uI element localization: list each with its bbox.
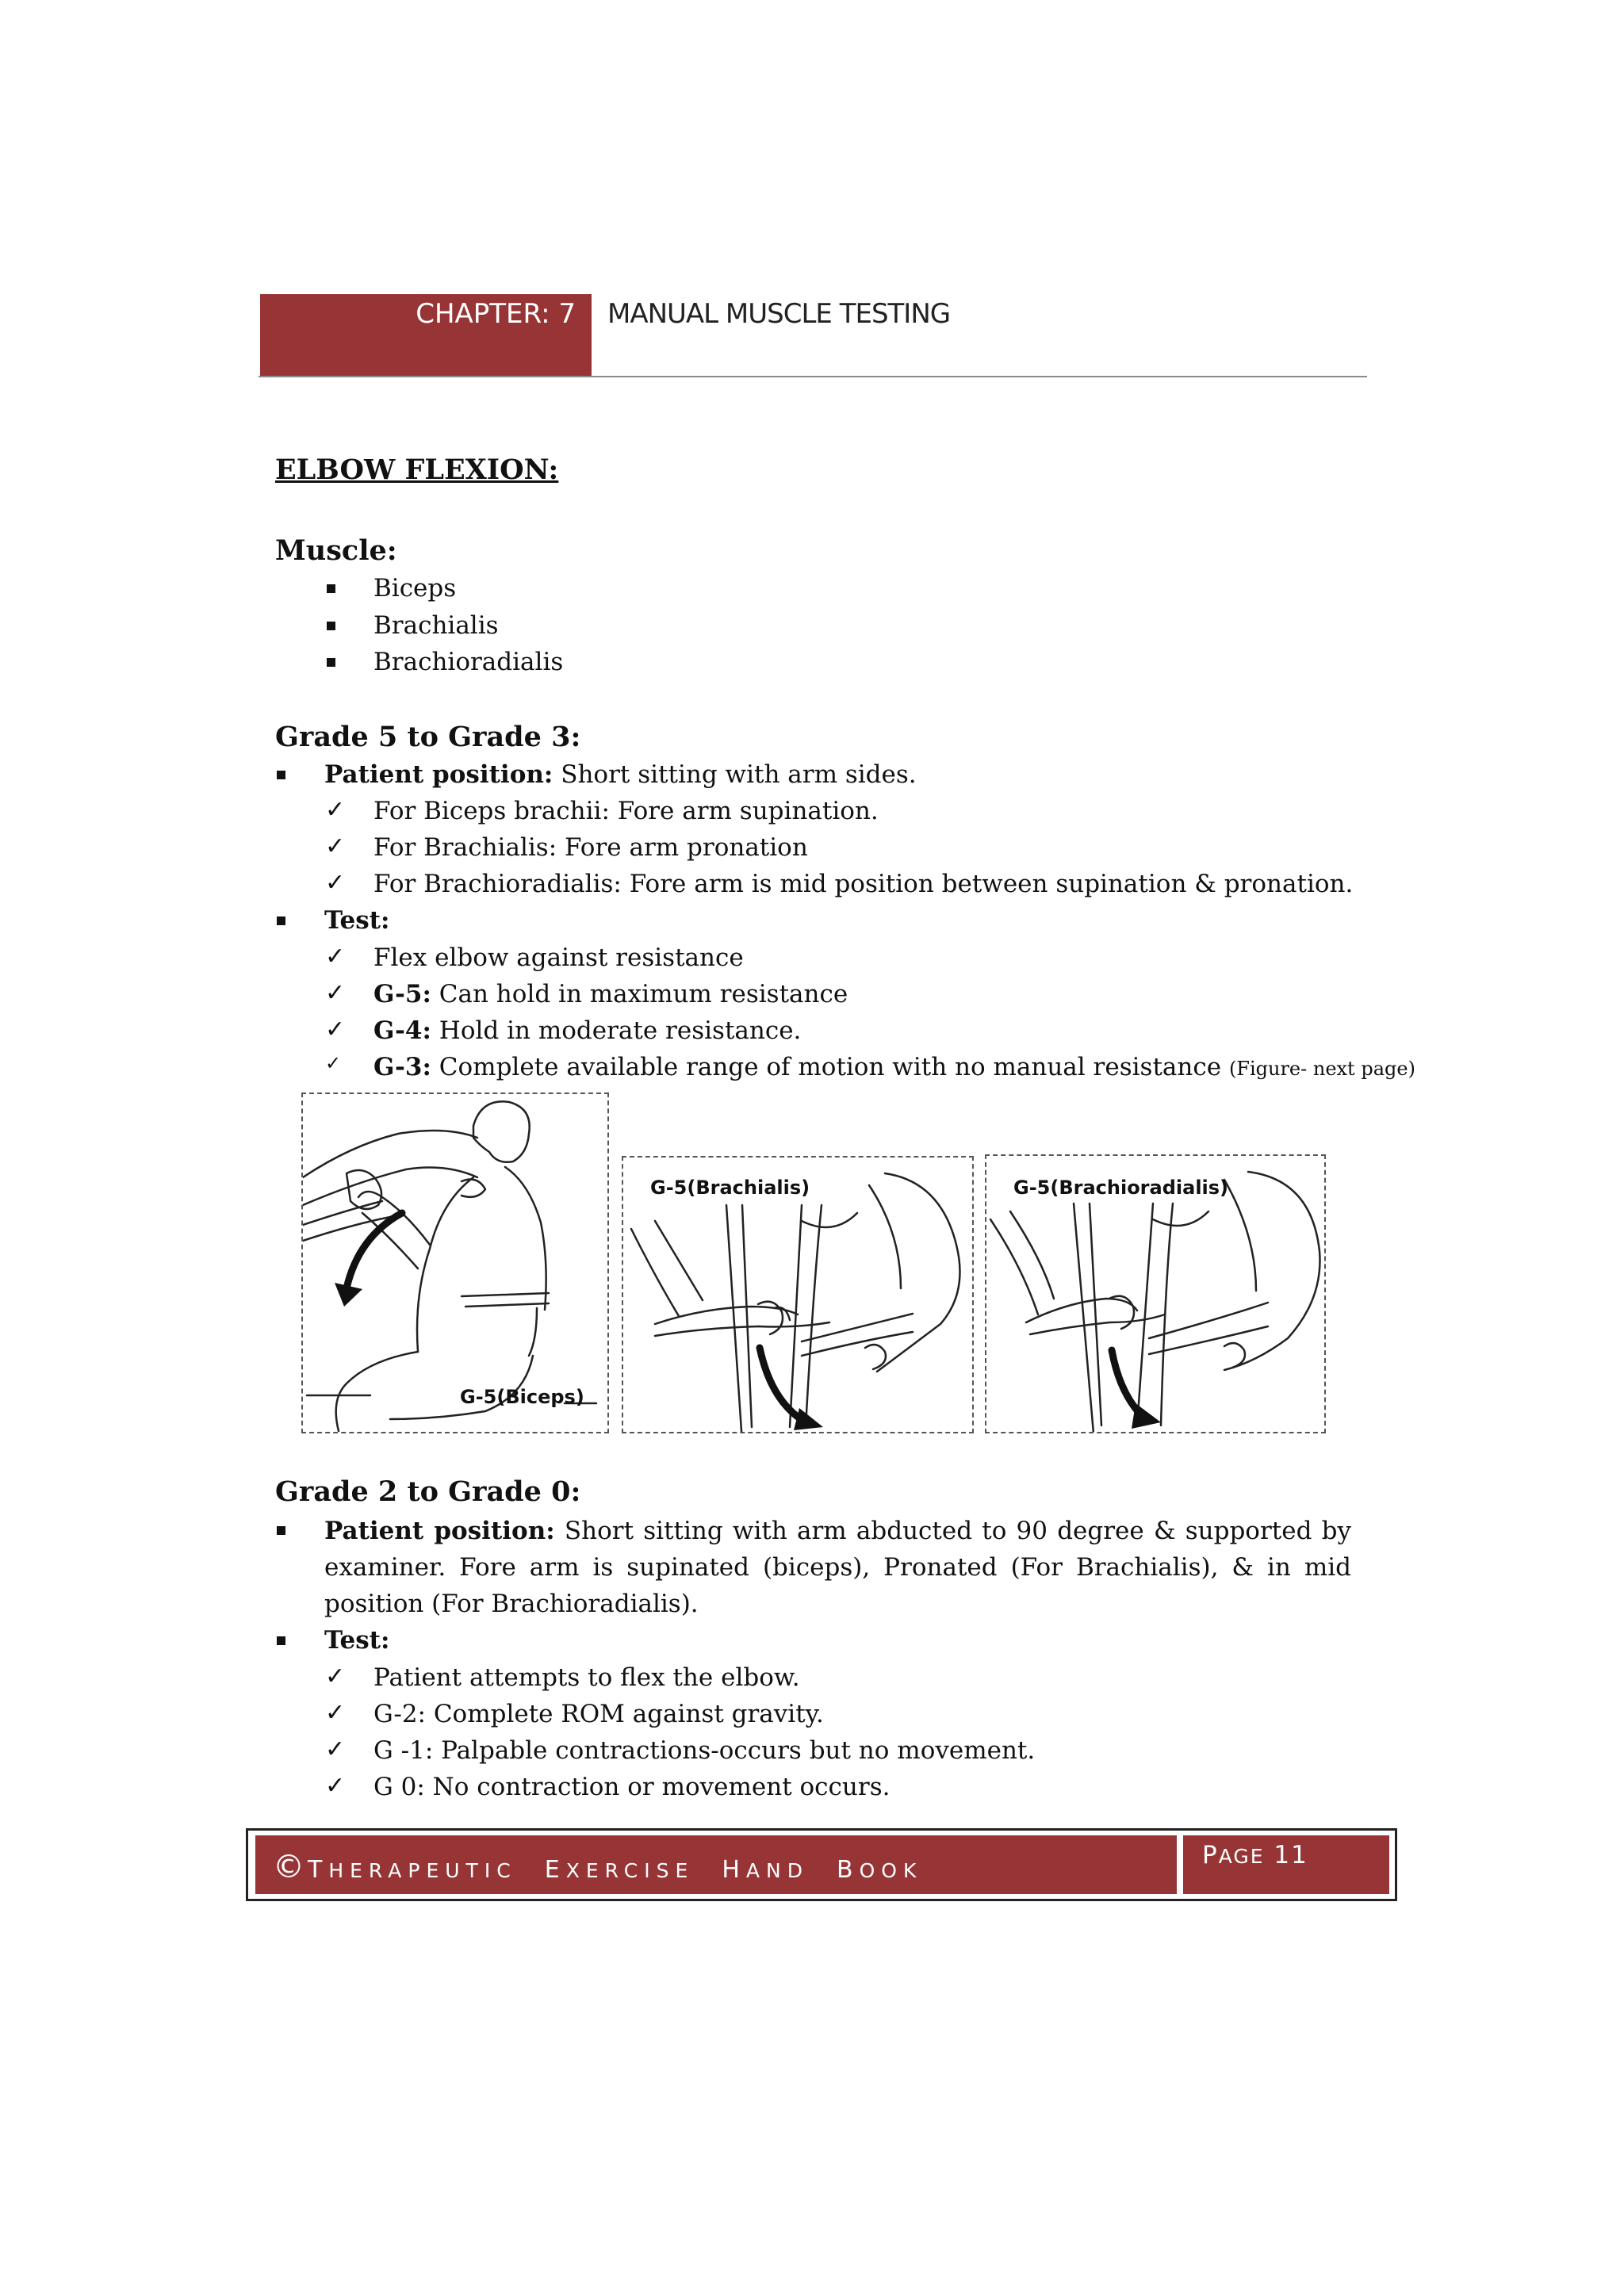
muscle-item: Brachialis (373, 611, 499, 640)
square-bullet-icon (277, 1526, 285, 1535)
grade-5-3-heading: Grade 5 to Grade 3: (275, 721, 581, 753)
check-icon: ✓ (325, 869, 346, 897)
patient-position-label: Patient position: (324, 760, 553, 789)
test-check: G-2: Complete ROM against gravity. (373, 1700, 824, 1728)
chapter-label: CHAPTER: 7 (416, 298, 576, 330)
figure-label: G-5(Brachialis) (650, 1177, 810, 1199)
muscle-heading: Muscle: (275, 534, 397, 567)
page-number: PAGE 11 (1202, 1841, 1308, 1869)
square-bullet-icon (277, 916, 285, 925)
section-title: ELBOW FLEXION: (275, 453, 559, 486)
test-check: G 0: No contraction or movement occurs. (373, 1773, 891, 1801)
check-icon: ✓ (325, 1016, 346, 1043)
header-divider (259, 376, 1367, 377)
square-bullet-icon (277, 1636, 285, 1645)
check-icon: ✓ (325, 1735, 346, 1763)
grade-2-0-heading: Grade 2 to Grade 0: (275, 1475, 581, 1508)
muscle-item: Biceps (373, 574, 457, 603)
check-icon: ✓ (325, 1699, 346, 1727)
patient-position-label: Patient position: (324, 1517, 555, 1545)
square-bullet-icon (327, 622, 335, 630)
grade-5-line (373, 980, 848, 1008)
footer-book-title: ©THERAPEUTIC EXERCISE HAND BOOK (273, 1849, 923, 1885)
figure-brachioradialis (985, 1154, 1326, 1433)
square-bullet-icon (277, 771, 285, 779)
g4-text: Hold in moderate resistance. (431, 1016, 802, 1045)
g5-text: Can hold in maximum resistance (431, 980, 848, 1008)
check-icon: ✓ (325, 796, 346, 824)
g3-note: (Figure- next page) (1228, 1058, 1415, 1080)
muscle-item: Brachioradialis (373, 648, 564, 676)
g3-text: Complete available range of motion with no manual resistance (431, 1053, 1229, 1081)
copyright-icon: © (273, 1849, 308, 1885)
patient-position-paragraph (324, 1513, 1351, 1622)
check-icon: ✓ (325, 943, 346, 970)
test-label: Test: (324, 906, 390, 935)
test-check: Flex elbow against resistance (373, 943, 744, 972)
chapter-title: MANUAL MUSCLE TESTING (607, 298, 951, 330)
position-check: For Brachialis: Fore arm pronation (373, 833, 808, 862)
biceps-illustration (303, 1094, 607, 1432)
check-icon: ✓ (325, 1663, 346, 1690)
grade-4-line (373, 1016, 801, 1045)
g5-label: G-5: (373, 980, 431, 1008)
position-check: For Biceps brachii: Fore arm supination. (373, 797, 879, 825)
figure-biceps (301, 1093, 609, 1433)
figure-label: G-5(Biceps) (460, 1386, 584, 1408)
check-icon: ✓ (325, 1052, 342, 1074)
check-icon: ✓ (325, 979, 346, 1007)
check-icon: ✓ (325, 832, 346, 860)
patient-position-line (324, 760, 917, 789)
grade-3-line (373, 1053, 1415, 1081)
test-check: Patient attempts to flex the elbow. (373, 1663, 800, 1692)
square-bullet-icon (327, 658, 335, 667)
patient-position-text: Short sitting with arm sides. (553, 760, 917, 789)
g4-label: G-4: (373, 1016, 431, 1045)
figure-brachialis (622, 1156, 974, 1433)
g3-label: G-3: (373, 1053, 431, 1081)
figure-label: G-5(Brachioradialis) (1013, 1177, 1229, 1199)
check-icon: ✓ (325, 1772, 346, 1800)
test-label: Test: (324, 1626, 390, 1655)
test-check: G -1: Palpable contractions-occurs but no movement. (373, 1736, 1036, 1765)
patient-position-text: Short sitting with arm abducted to 90 degree & supported by examiner. Fore arm is supinated (biceps), Pronated (For Brachialis), & in mid position (For Brachioradialis). (324, 1517, 1351, 1618)
position-check: For Brachioradialis: Fore arm is mid position between supination & pronation. (373, 870, 1354, 898)
square-bullet-icon (327, 584, 335, 593)
